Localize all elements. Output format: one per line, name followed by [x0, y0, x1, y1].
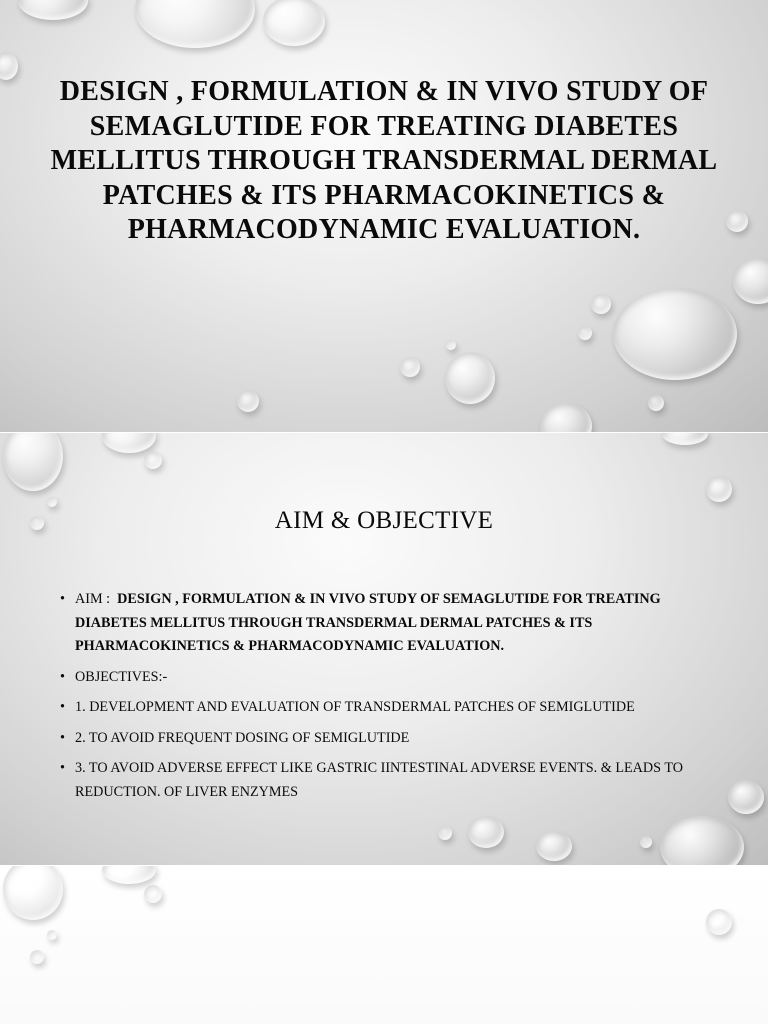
objective-item: [60, 696, 720, 720]
water-drop-decoration: [135, 0, 255, 48]
water-drop-decoration: [102, 866, 156, 884]
water-drop-decoration: [3, 866, 63, 920]
water-drop-decoration: [613, 288, 737, 380]
next-slide-partial: [0, 866, 768, 1024]
aim-objective-slide: [0, 433, 768, 865]
water-drop-decoration: [237, 390, 259, 412]
water-drop-decoration: [536, 831, 572, 861]
objective-item: [60, 757, 720, 804]
water-drop-decoration: [263, 0, 325, 46]
water-drop-decoration: [468, 816, 504, 848]
water-drop-decoration: [648, 395, 664, 411]
bullet-list: [60, 588, 720, 811]
water-drop-decoration: [706, 476, 732, 502]
water-drop-decoration: [0, 52, 18, 80]
objective-item: [60, 727, 720, 751]
water-drop-decoration: [438, 826, 452, 840]
water-drop-decoration: [733, 258, 768, 304]
water-drop-decoration: [660, 816, 744, 865]
water-drop-decoration: [445, 352, 495, 404]
water-drop-decoration: [30, 950, 44, 964]
objective-text: 1. DEVELOPMENT AND EVALUATION OF TRANSDERMAL PATCHES OF SEMIGLUTIDE: [75, 699, 635, 715]
aim-label: AIM :: [75, 591, 111, 607]
water-drop-decoration: [728, 780, 764, 814]
bullet-icon: •: [60, 668, 65, 685]
water-drop-decoration: [662, 433, 708, 445]
water-drop-decoration: [591, 294, 611, 314]
water-drop-decoration: [640, 836, 652, 848]
water-drop-decoration: [3, 433, 63, 491]
bullet-icon: •: [60, 699, 65, 715]
objectives-label: OBJECTIVES:-: [75, 668, 168, 685]
water-drop-decoration: [18, 0, 88, 20]
water-drop-decoration: [144, 451, 162, 469]
bullet-icon: •: [60, 729, 65, 746]
bullet-icon: •: [60, 760, 65, 776]
aim-text: DESIGN , FORMULATION & IN VIVO STUDY OF SEMAGLUTIDE FOR TREATING DIABETES MELLITUS THROUGH TRANSDERMAL DERMAL PATCHES & ITS PHARMACOKINETICS & PHARMACODYNAMIC EVALUATION.: [75, 591, 661, 654]
objective-text: 3. TO AVOID ADVERSE EFFECT LIKE GASTRIC IINTESTINAL ADVERSE EVENTS. & LEADS TO REDUCTION. OF LIVER ENZYMES: [75, 760, 683, 800]
water-drop-decoration: [144, 885, 162, 903]
water-drop-decoration: [540, 403, 592, 432]
water-drop-decoration: [446, 340, 456, 350]
water-drop-decoration: [400, 357, 420, 377]
water-drop-decoration: [578, 326, 592, 340]
aim-bullet: [60, 588, 720, 659]
slide-title: DESIGN , FORMULATION & IN VIVO STUDY OF SEMAGLUTIDE FOR TREATING DIABETES MELLITUS THROUGH TRANSDERMAL DERMAL PATCHES & ITS PHARMACOKINETICS & PHARMACODYNAMIC EVALUATION.: [50, 76, 718, 245]
bullet-icon: •: [60, 591, 65, 607]
objective-text: 2. TO AVOID FREQUENT DOSING OF SEMIGLUTIDE: [75, 729, 410, 746]
slide-title: AIM & OBJECTIVE: [274, 507, 494, 534]
title-slide: [0, 0, 768, 432]
water-drop-decoration: [102, 433, 156, 453]
objectives-bullet: [60, 666, 720, 690]
water-drop-decoration: [706, 909, 732, 935]
water-drop-decoration: [47, 930, 57, 940]
